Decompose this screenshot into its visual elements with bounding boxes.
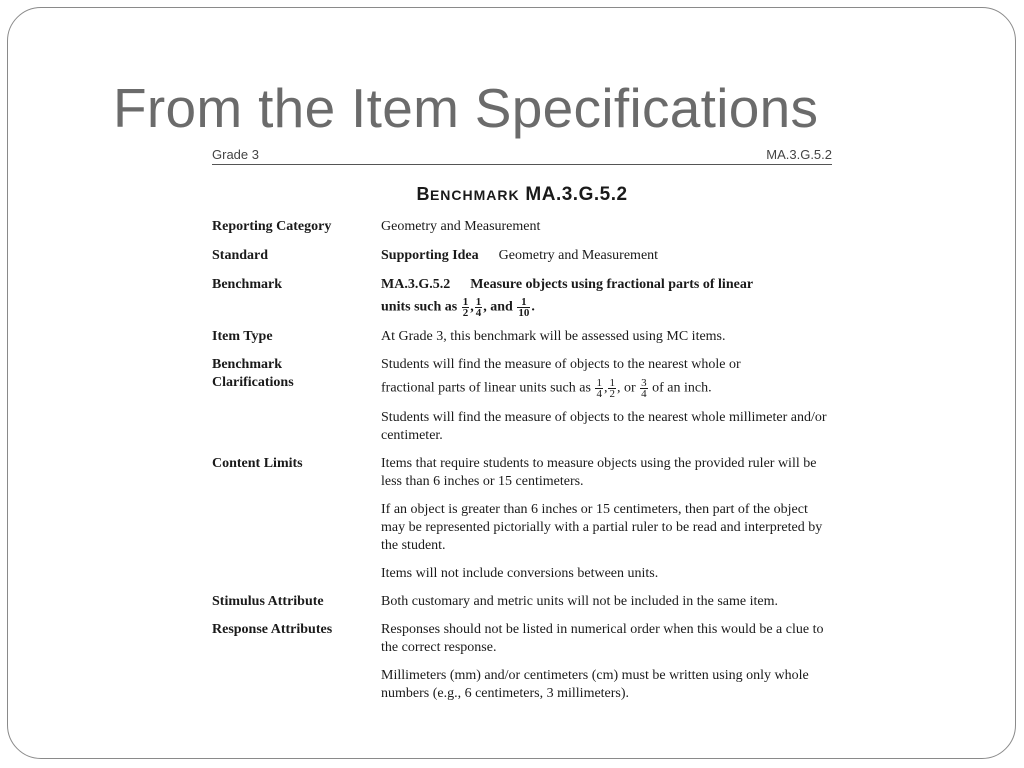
document-page [212,146,832,746]
fraction-numerator: 3 [641,377,647,389]
row-label: Stimulus Attribute [212,594,324,609]
content-limits-paragraph: If an object is greater than 6 inches or 15 centimeters, then part of the object may be represented pictorially with a partial ruler to be read and interpreted by the student. [381,502,823,553]
standard-value: Geometry and Measurement [498,248,659,263]
row-value [381,621,832,703]
separator: , [603,380,608,396]
clarification-paragraph: Students will find the measure of objects to the nearest whole millimeter and/or centimeter. [381,410,827,443]
fraction-denominator: 10 [518,307,530,319]
page-header [212,146,832,165]
response-attributes-paragraph: Responses should not be listed in numerical order when this would be a clue to the correct response. [381,622,824,655]
benchmark-text-line2: units such as [381,299,458,315]
fraction-numerator: 1 [462,296,469,308]
response-attributes-paragraph: Millimeters (mm) and/or centimeters (cm) must be written using only whole numbers (e.g., 6 centimeters, 3 millimeters). [381,668,809,701]
fraction-three-quarters [640,378,648,399]
clarification-line: Students will find the measure of objects to the nearest whole or [381,357,741,372]
conjunction: , and [483,299,513,315]
conjunction: , or [616,380,636,396]
row-label: Content Limits [212,456,303,471]
benchmark-code: MA.3.G.5.2 [381,277,451,292]
row-value [381,593,832,611]
row-label-line: Benchmark [212,357,282,372]
item-type-value: At Grade 3, this benchmark will be assessed using MC items. [381,329,726,344]
clarification-suffix: of an inch. [652,380,712,396]
row-value [381,276,832,318]
benchmark-heading-word: ENCHMARK [429,187,520,203]
benchmark-heading [212,184,832,206]
row-label: Reporting Category [212,219,332,234]
row-label: Item Type [212,329,273,344]
row-label: Response Attributes [212,622,333,637]
fraction-one-quarter [475,297,483,318]
supporting-idea-label: Supporting Idea [381,248,479,263]
benchmark-text-line1: Measure objects using fractional parts of linear [470,277,754,292]
page-header-code: MA.3.G.5.2 [766,147,832,162]
clarification-line: fractional parts of linear units such as [381,380,591,396]
row-value [381,247,832,265]
row-item-type [212,328,832,346]
stimulus-attribute-value: Both customary and metric units will not be included in the same item. [381,594,778,609]
clarification-paragraph [381,356,832,399]
fraction-numerator: 1 [609,377,615,389]
row-value [381,455,832,583]
fraction-one-half [462,297,470,318]
benchmark-heading-initial: B [416,184,430,204]
row-benchmark-clarifications [212,356,832,445]
row-stimulus-attribute [212,593,832,611]
page-header-grade: Grade 3 [212,147,259,162]
row-value [381,328,832,346]
row-content-limits [212,455,832,583]
slide-title: From the Item Specifications [113,77,819,139]
fraction-denominator: 2 [462,307,469,319]
row-label-line: Clarifications [212,375,294,390]
fraction-one-quarter [595,378,603,399]
fraction-one-tenth [517,297,530,318]
row-label: Standard [212,248,269,263]
fraction-numerator: 1 [475,296,482,308]
row-label [212,356,372,392]
fraction-numerator: 1 [596,377,602,389]
fraction-denominator: 2 [609,388,615,400]
fraction-denominator: 4 [596,388,602,400]
row-benchmark [212,276,832,318]
row-label: Benchmark [212,277,282,292]
fraction-numerator: 1 [517,297,530,308]
spec-table [212,218,832,713]
row-value [381,218,832,236]
fraction-denominator: 4 [641,388,647,400]
reporting-category-value: Geometry and Measurement [381,219,541,234]
period: . [531,299,535,315]
row-value [381,356,832,445]
separator: , [470,299,474,315]
content-limits-paragraph: Items will not include conversions between units. [381,566,659,581]
row-reporting-category [212,218,832,236]
fraction-denominator: 4 [475,307,482,319]
fraction-one-half [608,378,616,399]
benchmark-heading-code: MA.3.G.5.2 [525,184,628,205]
row-standard [212,247,832,265]
row-response-attributes [212,621,832,703]
content-limits-paragraph: Items that require students to measure objects using the provided ruler will be less than 6 inches or 15 centimeters. [381,456,817,489]
